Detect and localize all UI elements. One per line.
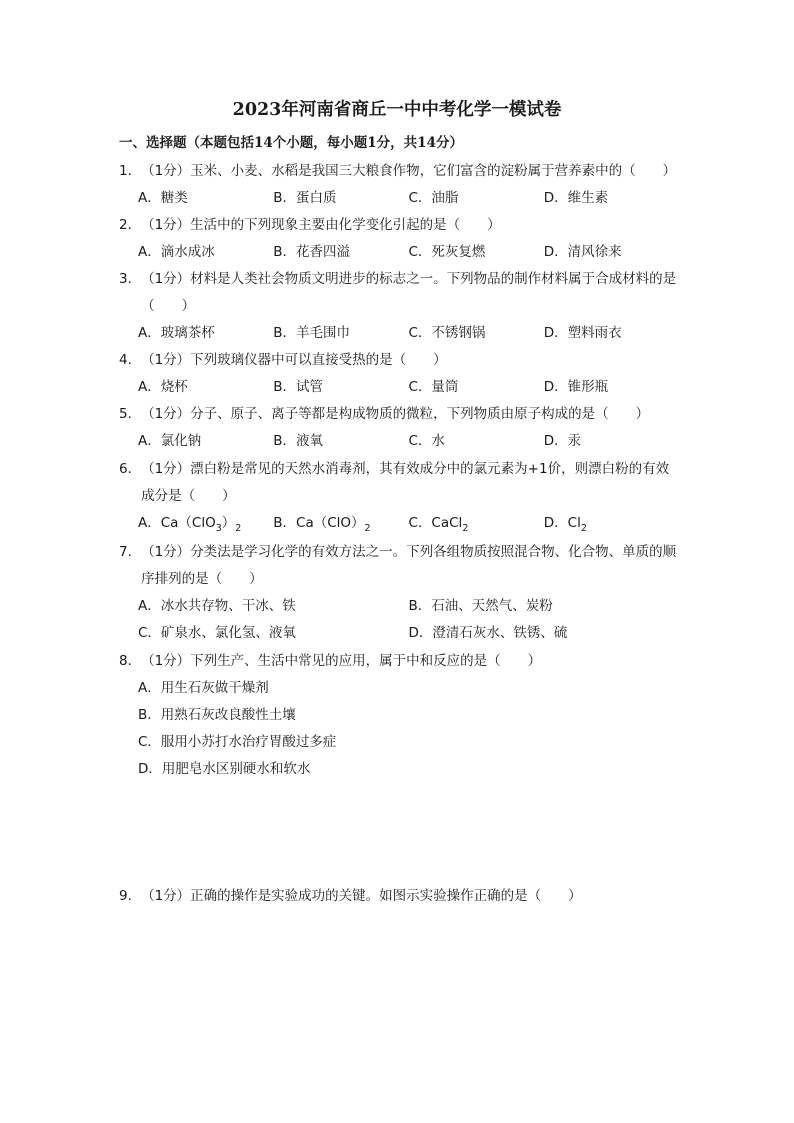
question-number: 5． [119,406,142,422]
options [119,374,679,401]
option-d: D．塑料雨衣 [543,325,622,341]
option-b: B．石油、天然气、炭粉 [408,598,553,614]
exam-title: 2023年河南省商丘一中中考化学一模试卷 [232,100,562,120]
option-c: C．CaCl$_2$ [408,515,469,534]
options [119,428,679,455]
question-7 [119,539,679,647]
option-a: A．糖类 [138,190,188,206]
option-d: D．$Cl_2$ [543,515,587,534]
question-text: （1分）生活中的下列现象主要由化学变化引起的是（ ） [141,217,501,233]
question-4 [119,347,679,401]
question-text: （1分）分类法是学习化学的有效方法之一。下列各组物质按照混合物、化合物、单质的顺序排列的是（ ） [141,544,677,587]
option-c: C．量筒 [408,379,459,395]
option-c: C．矿泉水、氯化氢、液氧 [138,625,296,641]
options-row-1 [119,593,679,620]
option-d: D．汞 [543,433,582,449]
option-c: C．死灰复燃 [408,244,486,260]
question-number: 9． [119,888,142,904]
option-a: A．冰水共存物、干冰、铁 [138,598,296,614]
question-1 [119,158,679,212]
option-d: D．用肥皂水区别硬水和软水 [138,761,311,777]
question-text: （1分）分子、原子、离子等都是构成物质的微粒，下列物质由原子构成的是（ ） [141,406,650,422]
option-b: B．$Ca(ClO)_2$ [273,515,371,534]
options-row-2 [119,620,679,647]
option-c: C．油脂 [408,190,459,206]
question-text: （1分）材料是人类社会物质文明进步的标志之一。下列物品的制作材料属于合成材料的是（ ） [141,271,677,314]
option-b: B．试管 [273,379,324,395]
question-text: （1分）下列玻璃仪器中可以直接受热的是（ ） [141,352,447,368]
option-a: A．玻璃茶杯 [138,325,215,341]
question-text: （1分）正确的操作是实验成功的关键。如图示实验操作正确的是（ ） [141,888,582,904]
option-a: A．$Ca(ClO_3)_2$ [138,515,242,534]
option-c: C．服用小苏打水治疗胃酸过多症 [138,734,337,750]
option-d: D．锥形瓶 [543,379,609,395]
question-8 [119,648,679,783]
question-9 [119,883,679,910]
option-b: B．羊毛围巾 [273,325,351,341]
question-6 [119,456,679,537]
option-c: C．水 [408,433,445,449]
option-b: B．液氧 [273,433,324,449]
question-number: 8． [119,653,142,669]
question-2 [119,212,679,266]
option-c: C．不锈钢锅 [408,325,486,341]
question-number: 6． [119,461,142,477]
option-d: D．澄清石灰水、铁锈、硫 [408,625,568,641]
option-b: B．花香四溢 [273,244,351,260]
options [119,239,679,266]
option-a: A．烧杯 [138,379,188,395]
options [119,510,679,537]
question-text: （1分）下列生产、生活中常见的应用，属于中和反应的是（ ） [141,653,542,669]
question-number: 3． [119,271,142,287]
option-d: D．维生素 [543,190,609,206]
question-number: 2． [119,217,142,233]
question-number: 4． [119,352,142,368]
options [119,185,679,212]
options [119,320,679,347]
question-number: 1． [119,163,142,179]
option-a: A．用生石灰做干燥剂 [138,680,269,696]
option-a: A．氯化钠 [138,433,202,449]
section-heading: 一、选择题（本题包括14个小题，每小题1分，共14分） [119,135,463,151]
question-5 [119,401,679,455]
question-text: （1分）玉米、小麦、水稻是我国三大粮食作物，它们富含的淀粉属于营养素中的（ ） [141,163,677,179]
question-number: 7． [119,544,142,560]
option-d: D．清风徐来 [543,244,622,260]
option-b: B．蛋白质 [273,190,337,206]
question-text: （1分）漂白粉是常见的天然水消毒剂，其有效成分中的氯元素为+1价，则漂白粉的有效成分是（ ） [141,461,670,504]
question-3 [119,266,679,347]
options [119,675,679,783]
option-b: B．用熟石灰改良酸性土壤 [138,707,296,723]
option-a: A．滴水成冰 [138,244,215,260]
